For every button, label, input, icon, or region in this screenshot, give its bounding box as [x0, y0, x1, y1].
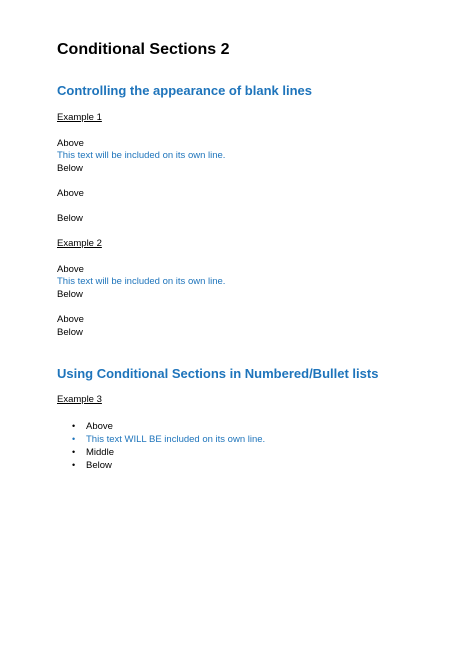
page-title: Conditional Sections 2: [57, 41, 230, 58]
list-item-conditional: [72, 433, 265, 446]
example-2-line-below: Below: [57, 289, 83, 300]
list-item: [72, 420, 113, 433]
bullet-icon: •: [72, 447, 76, 457]
example-2-label: Example 2: [57, 238, 102, 249]
list-item-text: Above: [86, 421, 113, 432]
example-2-line-below-2: Below: [57, 327, 83, 338]
example-1-line-above-2: Above: [57, 188, 84, 199]
example-1-line-below: Below: [57, 163, 83, 174]
bullet-icon: •: [72, 421, 76, 431]
example-2-conditional-text: This text will be included on its own line.: [57, 276, 226, 287]
list-item: [72, 459, 112, 472]
example-3-label: Example 3: [57, 394, 102, 405]
example-2-line-above-2: Above: [57, 314, 84, 325]
list-item: [72, 446, 114, 459]
bullet-icon: •: [72, 460, 76, 470]
example-1-conditional-text: This text will be included on its own line.: [57, 150, 226, 161]
section-heading-blank-lines: Controlling the appearance of blank lines: [57, 83, 312, 98]
list-item-text: Middle: [86, 447, 114, 458]
example-2-line-above: Above: [57, 264, 84, 275]
example-1-line-below-2: Below: [57, 213, 83, 224]
list-item-text: Below: [86, 460, 112, 471]
list-item-text: This text WILL BE included on its own line.: [86, 434, 266, 445]
bullet-icon: •: [72, 434, 76, 444]
example-1-line-above: Above: [57, 138, 84, 149]
section-heading-bullet-lists: Using Conditional Sections in Numbered/Bullet lists: [57, 366, 379, 381]
example-1-label: Example 1: [57, 112, 102, 123]
